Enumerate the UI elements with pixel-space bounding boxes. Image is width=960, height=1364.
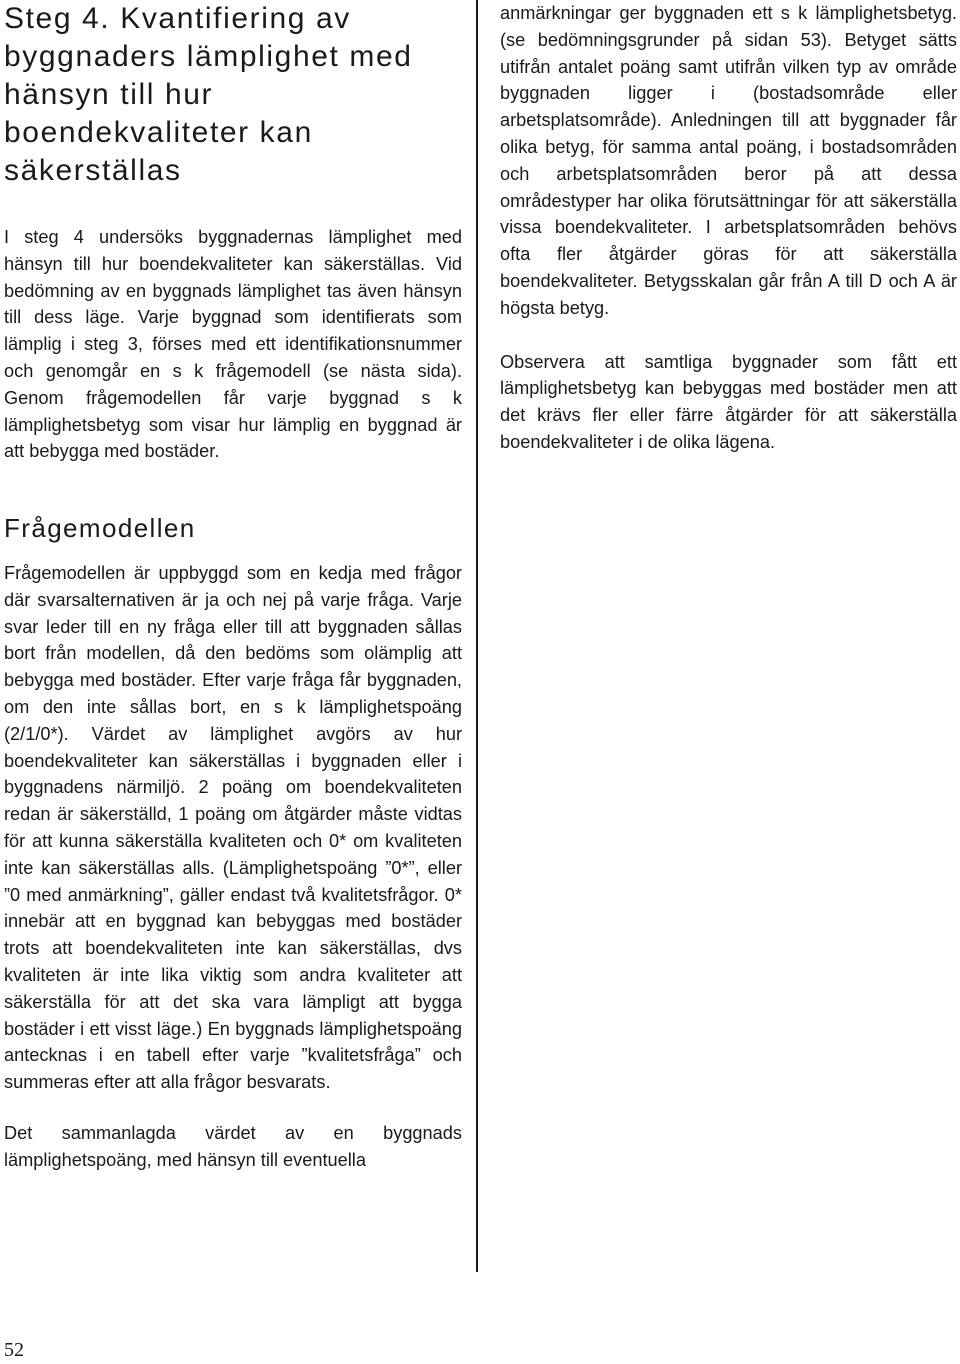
section-paragraph-2: Det sammanlagda värdet av en byggnads lämplighetspoäng, med hänsyn till eventuella (4, 1122, 462, 1170)
right-paragraph-1: anmärkningar ger byggnaden ett s k lämplighetsbetyg. (se bedömningsgrunder på sidan 53). Betyget sätts utifrån antalet poäng samt utifrån vilken typ av område byggnaden ligger i (bostadsområde eller arbetsplatsområde). Anledningen till att byggnader får olika betyg, för samma antal poäng, i bostadsområden och arbetsplatsområden beror på att dessa områdestyper har olika förutsättningar för att säkerställa vissa boendekvaliteter. I arbetsplatsområden behövs ofta fler åtgärder göras för att säkerställa boendekvaliteter. Betygsskalan går från A till D och A är högsta betyg. (500, 3, 957, 318)
left-column (4, 0, 462, 465)
right-paragraph-2: Observera att samtliga byggnader som fått ett lämplighetsbetyg kan bebyggas med bostäder men att det krävs fler eller färre åtgärder för att säkerställa boendekvaliteter i de olika lägena. (500, 351, 957, 452)
intro-paragraph: I steg 4 undersöks byggnadernas lämplighet med hänsyn till hur boendekvaliteter kan säkerställas. Vid bedömning av en byggnads lämplighet tas även hänsyn till dess läge. Varje byggnad som identifierats som lämplig i steg 3, förses med ett identifikationsnummer och genomgår en s k frågemodell (se nästa sida). Genom frågemodellen får varje byggnad s k lämplighetsbetyg som visar hur lämplig en byggnad är att bebygga med bostäder. (4, 227, 462, 462)
right-column (500, 0, 957, 456)
column-divider (476, 0, 478, 1272)
page-number: 52 (4, 1339, 24, 1361)
section-paragraph-1: Frågemodellen är uppbyggd som en kedja med frågor där svarsalternativen är ja och nej på varje fråga. Varje svar leder till en ny fråga eller till att byggnaden sållas bort från modellen, då den bedöms som olämplig att bebygga med bostäder. Efter varje fråga får byggnaden, om den inte sållas bort, en s k lämplighetspoäng (2/1/0*). Värdet av lämplighet avgörs av hur boendekvaliteter kan säkerställas i byggnaden eller i byggnadens närmiljö. 2 poäng om boendekvaliteten redan är säkerställd, 1 poäng om åtgärder måste vidtas för att kunna säkerställa kvaliteten och 0* om kvaliteten inte kan säkerställas alls. (Lämplighetspoäng ”0*”, eller ”0 med anmärkning”, gäller endast två kvalitetsfrågor. 0* innebär att en byggnad kan bebyggas med bostäder trots att boendekvaliteten inte kan säkerställas, dvs kvaliteten är inte lika viktig som andra kvaliteter att säkerställa för att det ska vara lämpligt att bygga bostäder i ett visst läge.) En byggnads lämplighetspoäng antecknas i en tabell efter varje ”kvalitetsfråga” och summeras efter att alla frågor besvarats. (4, 563, 462, 1093)
page-title: Steg 4. Kvantifiering av byggnaders lämplighet med hänsyn till hur boendekvaliteter kan säkerställas (4, 2, 413, 187)
fragemodellen-section (4, 512, 462, 1174)
section-heading: Frågemodellen (4, 513, 196, 543)
